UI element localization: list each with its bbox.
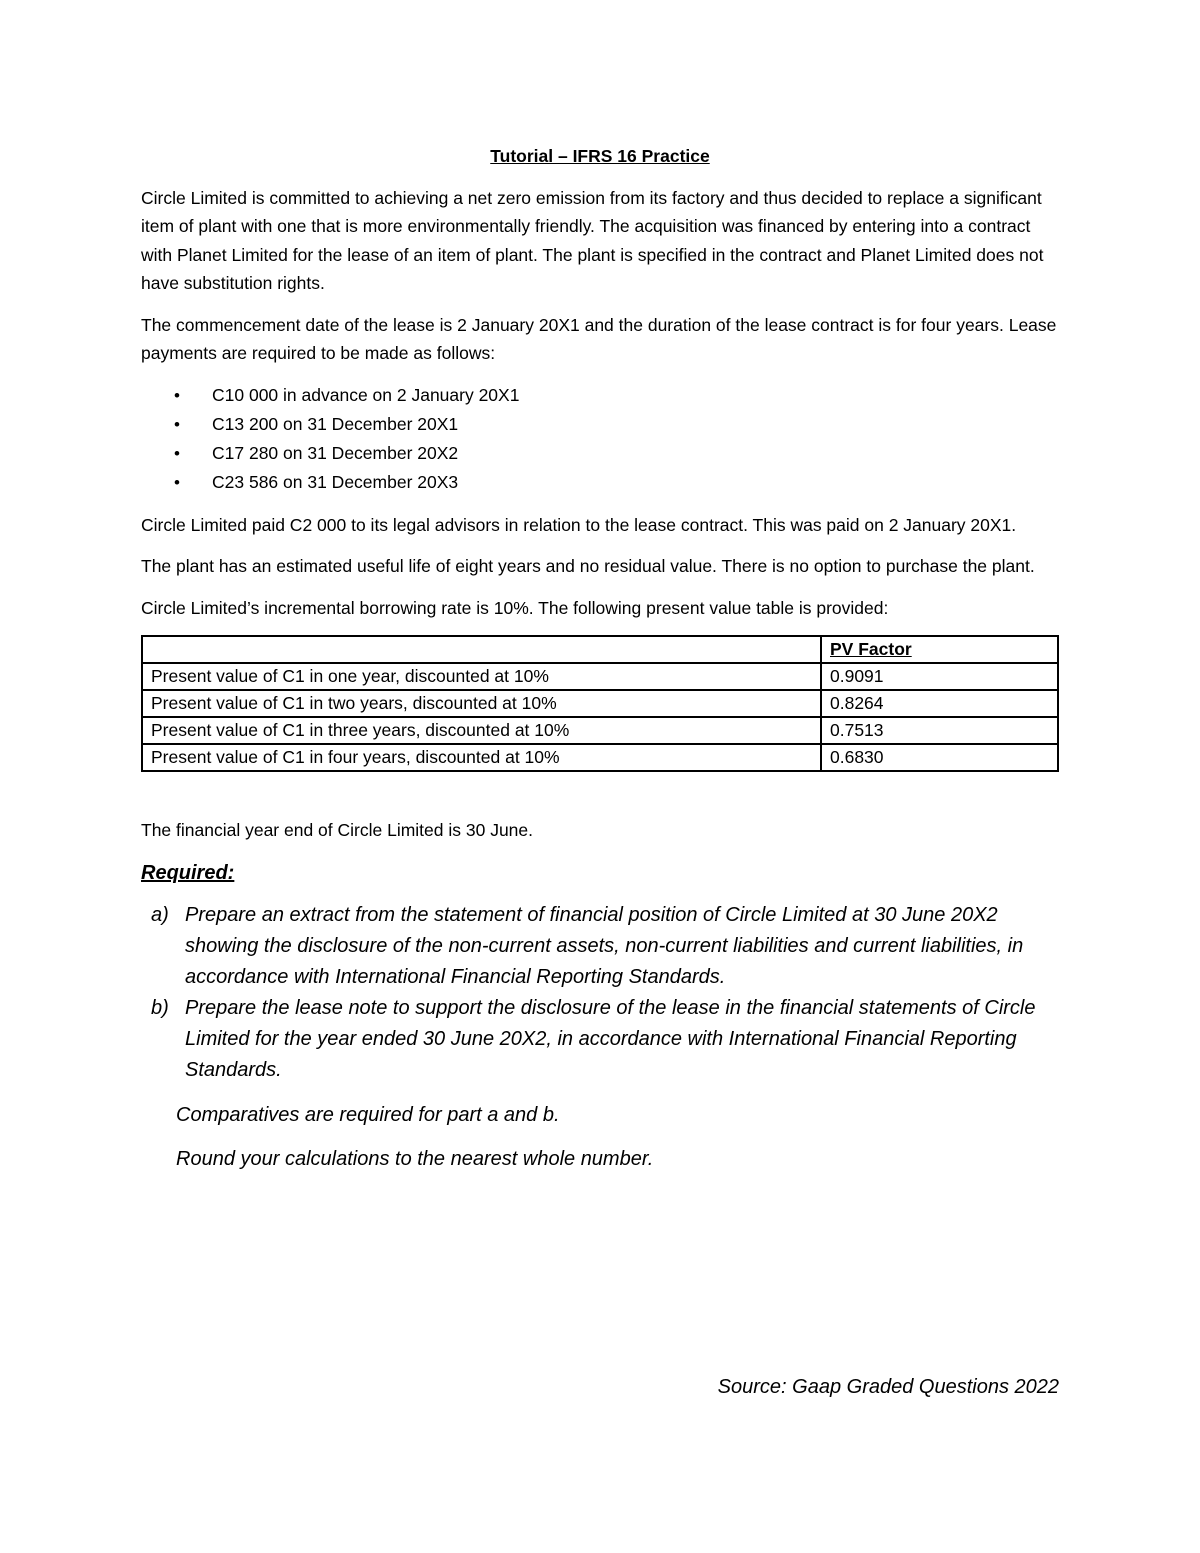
required-list	[141, 900, 1059, 1086]
document-title: Tutorial – IFRS 16 Practice	[490, 146, 710, 166]
list-item: • C10 000 in advance on 2 January 20X1	[141, 381, 1059, 410]
table-cell-factor: 0.6830	[821, 744, 1058, 771]
year-end-paragraph: The financial year end of Circle Limited is 30 June.	[141, 820, 534, 841]
list-marker: a)	[151, 903, 169, 926]
list-item	[141, 900, 1059, 993]
table-cell-factor: 0.7513	[821, 717, 1058, 744]
list-item: • C23 586 on 31 December 20X3	[141, 468, 1059, 497]
legal-fees-paragraph: Circle Limited paid C2 000 to its legal advisors in relation to the lease contract. This was paid on 2 January 20X1.	[141, 514, 1017, 535]
comparatives-note: Comparatives are required for part a and b.	[176, 1103, 560, 1126]
table-header-cell	[142, 636, 821, 663]
document-page	[141, 142, 1059, 1188]
table-cell-description: Present value of C1 in four years, discounted at 10%	[142, 744, 821, 771]
table-cell-description: Present value of C1 in one year, discounted at 10%	[142, 663, 821, 690]
table-header-row	[142, 636, 1058, 663]
list-item: • C17 280 on 31 December 20X2	[141, 439, 1059, 468]
bullet-icon: •	[174, 473, 180, 493]
pv-factor-table	[141, 635, 1059, 772]
bullet-icon: •	[174, 414, 180, 434]
table-cell-description: Present value of C1 in two years, discounted at 10%	[142, 690, 821, 717]
rounding-note: Round your calculations to the nearest whole number.	[176, 1147, 654, 1170]
table-row	[142, 690, 1058, 717]
required-item-text: Prepare the lease note to support the disclosure of the lease in the financial statements of Circle Limited for the year ended 30 June 20X2, in accordance with International Financial Reporting Standards.	[185, 996, 1036, 1081]
lease-terms-paragraph: The commencement date of the lease is 2 January 20X1 and the duration of the lease contract is for four years. Lease payments are required to be made as follows:	[141, 314, 1057, 363]
table-row	[142, 663, 1058, 690]
useful-life-paragraph: The plant has an estimated useful life of eight years and no residual value. There is no option to purchase the plant.	[141, 556, 1035, 577]
bullet-icon: •	[174, 444, 180, 464]
borrowing-rate-paragraph: Circle Limited’s incremental borrowing rate is 10%. The following present value table is provided:	[141, 597, 889, 618]
list-item: • C13 200 on 31 December 20X1	[141, 410, 1059, 439]
payment-list	[141, 381, 1059, 498]
intro-paragraph: Circle Limited is committed to achieving a net zero emission from its factory and thus decided to replace a significant item of plant with one that is more environmentally friendly. The acquisition was financed by entering into a contract with Planet Limited for the lease of an item of plant. The plant is specified in the contract and Planet Limited does not have substitution rights.	[141, 187, 1044, 293]
required-heading: Required:	[141, 861, 235, 884]
required-item-text: Prepare an extract from the statement of financial position of Circle Limited at 30 June 20X2 showing the disclosure of the non-current assets, non-current liabilities and current liabilities, in accordance with International Financial Reporting Standards.	[185, 903, 1024, 988]
pv-factor-header: PV Factor	[821, 636, 1058, 663]
bullet-icon: •	[174, 385, 180, 405]
source-citation: Source: Gaap Graded Questions 2022	[717, 1376, 1059, 1398]
table-cell-factor: 0.8264	[821, 690, 1058, 717]
table-cell-description: Present value of C1 in three years, discounted at 10%	[142, 717, 821, 744]
table-cell-factor: 0.9091	[821, 663, 1058, 690]
table-row	[142, 717, 1058, 744]
list-marker: b)	[151, 996, 169, 1019]
list-item	[141, 993, 1059, 1086]
table-row	[142, 744, 1058, 771]
